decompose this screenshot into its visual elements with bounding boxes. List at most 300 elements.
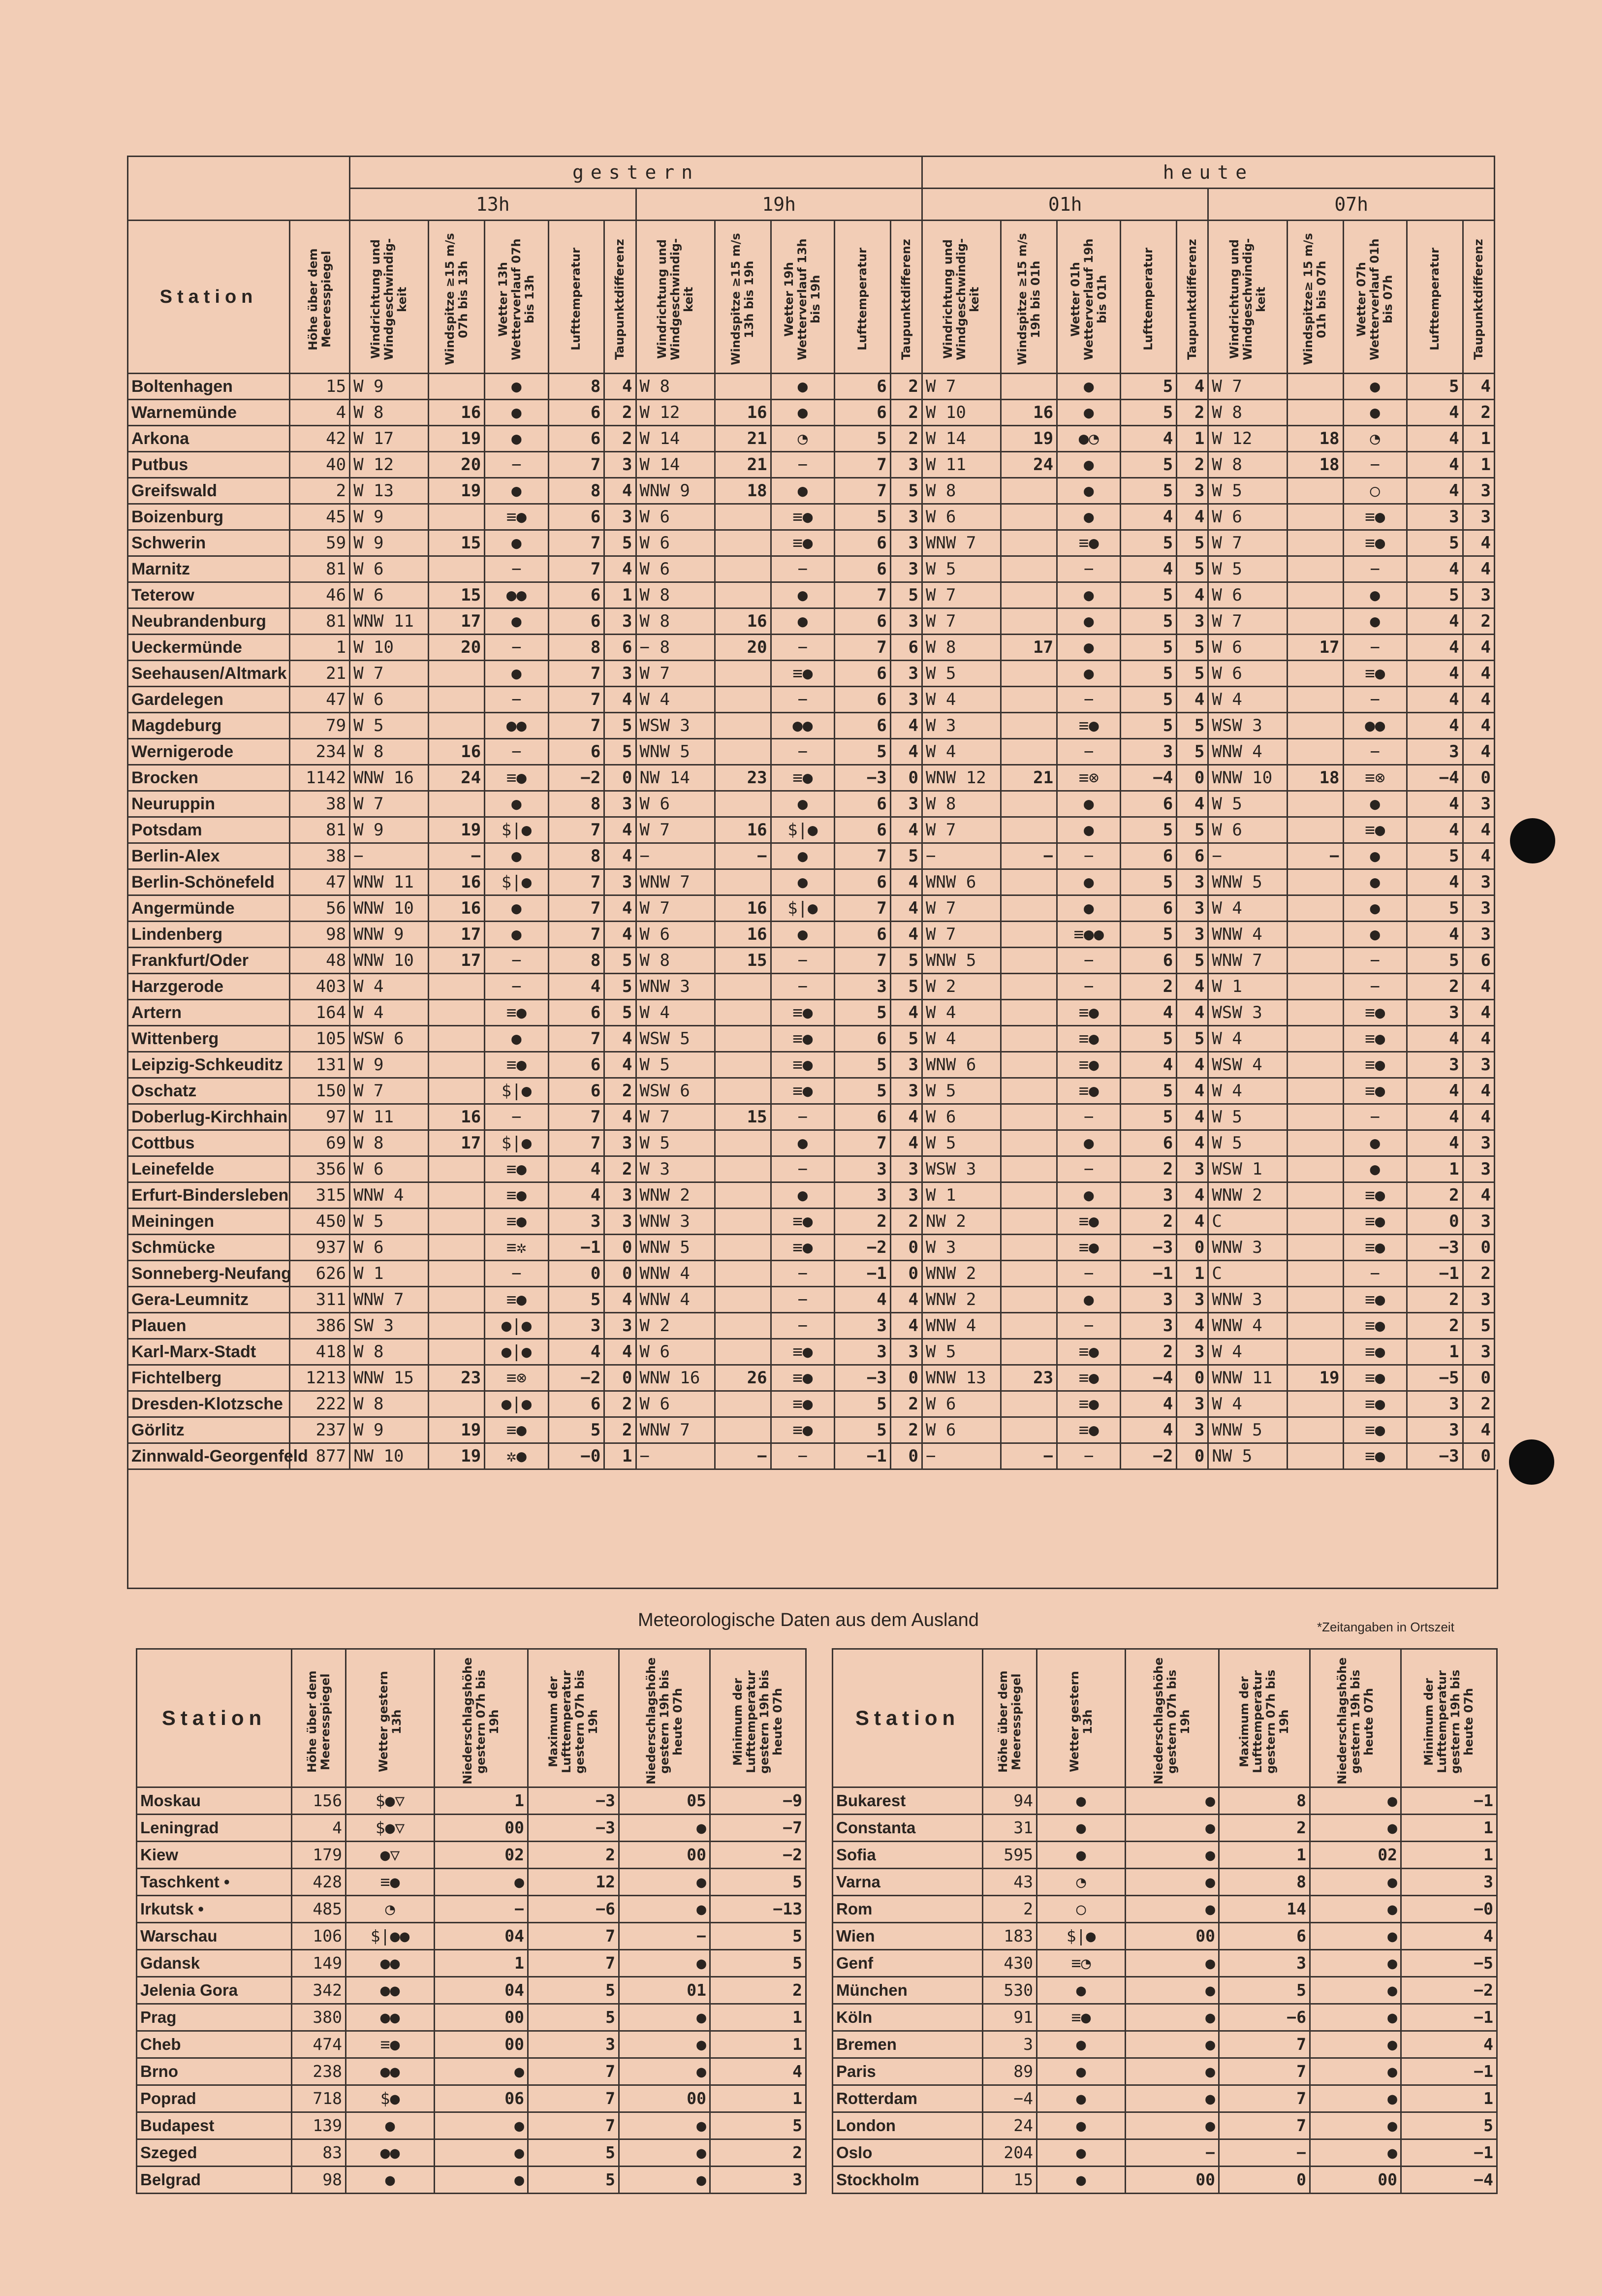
max-temp-cell: 3 xyxy=(528,2031,619,2058)
weather-cell: $|● xyxy=(485,1130,548,1156)
weather-cell: − xyxy=(485,739,548,765)
gust-cell xyxy=(715,974,771,1000)
weather-cell: ≡● xyxy=(485,1182,548,1209)
station-name: Artern xyxy=(128,1000,290,1026)
gust-cell xyxy=(429,974,485,1000)
gust-cell xyxy=(1001,530,1057,556)
min-temp-cell: 5 xyxy=(710,1950,806,1977)
weather-cell: ◔ xyxy=(346,1896,435,1923)
dewpoint-diff-cell: 4 xyxy=(1463,1417,1494,1443)
dewpoint-diff-cell: 3 xyxy=(890,1078,922,1104)
station-height: 91 xyxy=(983,2004,1037,2031)
temperature-cell: 3 xyxy=(1407,739,1463,765)
group-heute: heute xyxy=(922,157,1494,189)
weather-cell: ● xyxy=(1057,661,1121,687)
station-height: 43 xyxy=(983,1869,1037,1896)
dewpoint-diff-cell: 4 xyxy=(1177,1209,1208,1235)
table-row xyxy=(128,843,1495,869)
max-temp-cell: 14 xyxy=(1219,1896,1310,1923)
temperature-cell: 6 xyxy=(834,687,890,713)
dewpoint-diff-cell: 3 xyxy=(604,869,636,895)
precip-cell: − xyxy=(1126,2139,1219,2167)
weather-cell: $● xyxy=(346,2085,435,2112)
temperature-cell: −2 xyxy=(548,765,604,791)
wind-cell: W 5 xyxy=(1208,556,1287,582)
station-height: 386 xyxy=(290,1313,350,1339)
min-temp-cell: −9 xyxy=(710,1787,806,1815)
dewpoint-diff-cell: 4 xyxy=(1177,791,1208,817)
temperature-cell: 5 xyxy=(1121,869,1177,895)
weather-cell: − xyxy=(1057,974,1121,1000)
column-header: Windspitze≥ 15 m/s 01h bis 07h xyxy=(1287,221,1343,374)
dewpoint-diff-cell: 5 xyxy=(1177,948,1208,974)
gust-cell xyxy=(1287,1130,1343,1156)
gust-cell: 17 xyxy=(1001,635,1057,661)
precip-cell: ● xyxy=(435,2058,528,2085)
precip-cell: 1 xyxy=(435,1787,528,1815)
gust-cell: 17 xyxy=(429,608,485,635)
weather-cell: − xyxy=(771,1261,834,1287)
weather-cell: ≡◔ xyxy=(1037,1950,1126,1977)
weather-cell: − xyxy=(771,556,834,582)
gust-cell xyxy=(715,1417,771,1443)
wind-cell: W 1 xyxy=(350,1261,429,1287)
gust-cell: 23 xyxy=(429,1365,485,1391)
temperature-cell: 4 xyxy=(1407,426,1463,452)
gust-cell xyxy=(429,504,485,530)
table-row xyxy=(128,608,1495,635)
station-name: Schwerin xyxy=(128,530,290,556)
table-row xyxy=(833,1869,1497,1896)
station-height: 474 xyxy=(292,2031,346,2058)
wind-cell: WNW 10 xyxy=(350,895,429,922)
weather-cell: − xyxy=(485,948,548,974)
wind-cell: WNW 3 xyxy=(1208,1287,1287,1313)
weather-cell: − xyxy=(1057,1261,1121,1287)
station-height: 98 xyxy=(290,922,350,948)
wind-cell: WNW 5 xyxy=(636,1235,715,1261)
gust-cell: 17 xyxy=(429,922,485,948)
dewpoint-diff-cell: 0 xyxy=(890,1235,922,1261)
gust-cell xyxy=(715,1287,771,1313)
column-header: Wetter gestern 13h xyxy=(1037,1649,1126,1787)
station-name: Karl-Marx-Stadt xyxy=(128,1339,290,1365)
weather-cell: ●● xyxy=(346,2139,435,2167)
weather-cell: ≡● xyxy=(485,1417,548,1443)
temperature-cell: 7 xyxy=(834,843,890,869)
weather-cell: ● xyxy=(1057,1287,1121,1313)
table-row xyxy=(137,1869,806,1896)
station-height: 48 xyxy=(290,948,350,974)
gust-cell xyxy=(1287,478,1343,504)
gust-cell xyxy=(715,1000,771,1026)
temperature-cell: 3 xyxy=(834,1339,890,1365)
weather-cell: − xyxy=(1343,687,1407,713)
dewpoint-diff-cell: 5 xyxy=(604,530,636,556)
gust-cell: 19 xyxy=(429,426,485,452)
gust-cell xyxy=(429,1261,485,1287)
gust-cell xyxy=(1287,530,1343,556)
dewpoint-diff-cell: 0 xyxy=(604,1365,636,1391)
wind-cell: W 7 xyxy=(350,1078,429,1104)
station-name: Constanta xyxy=(833,1815,983,1842)
station-height: 15 xyxy=(983,2167,1037,2194)
gust-cell xyxy=(429,1209,485,1235)
min-temp-cell: 1 xyxy=(1401,1842,1497,1869)
wind-cell: W 11 xyxy=(350,1104,429,1130)
station-name: Plauen xyxy=(128,1313,290,1339)
wind-cell: NW 14 xyxy=(636,765,715,791)
temperature-cell: 7 xyxy=(834,582,890,608)
wind-cell: WNW 7 xyxy=(350,1287,429,1313)
temperature-cell: 3 xyxy=(1121,739,1177,765)
dewpoint-diff-cell: 3 xyxy=(1463,1339,1494,1365)
table-row xyxy=(128,1000,1495,1026)
wind-cell: W 7 xyxy=(1208,374,1287,400)
wind-cell: W 6 xyxy=(636,1391,715,1417)
table-row xyxy=(128,1026,1495,1052)
station-height: 238 xyxy=(292,2058,346,2085)
max-temp-cell: −6 xyxy=(1219,2004,1310,2031)
gust-cell xyxy=(1287,1078,1343,1104)
weather-cell: ● xyxy=(1057,1130,1121,1156)
gust-cell xyxy=(1287,739,1343,765)
temperature-cell: 5 xyxy=(1121,374,1177,400)
dewpoint-diff-cell: 0 xyxy=(1177,1365,1208,1391)
gust-cell xyxy=(715,1130,771,1156)
temperature-cell: 0 xyxy=(548,1261,604,1287)
temperature-cell: 2 xyxy=(1121,974,1177,1000)
temperature-cell: 3 xyxy=(1407,1000,1463,1026)
gust-cell: 16 xyxy=(429,869,485,895)
wind-cell: SW 3 xyxy=(350,1313,429,1339)
min-temp-cell: −7 xyxy=(710,1815,806,1842)
precip-night-cell: 01 xyxy=(619,1977,710,2004)
min-temp-cell: 5 xyxy=(710,2112,806,2139)
dewpoint-diff-cell: 4 xyxy=(1463,817,1494,843)
wind-cell: WNW 2 xyxy=(922,1287,1001,1313)
weather-cell: ● xyxy=(1037,2085,1126,2112)
time-19h: 19h xyxy=(636,189,922,221)
station-name: Rotterdam xyxy=(833,2085,983,2112)
gust-cell xyxy=(1001,582,1057,608)
gust-cell xyxy=(1001,1235,1057,1261)
gust-cell xyxy=(1287,1156,1343,1182)
dewpoint-diff-cell: 4 xyxy=(604,817,636,843)
wind-cell: W 6 xyxy=(1208,504,1287,530)
dewpoint-diff-cell: 4 xyxy=(1177,974,1208,1000)
gust-cell: 26 xyxy=(715,1365,771,1391)
temperature-cell: 1 xyxy=(1407,1156,1463,1182)
temperature-cell: −0 xyxy=(548,1443,604,1469)
temperature-cell: 2 xyxy=(1121,1339,1177,1365)
wind-cell: W 4 xyxy=(350,974,429,1000)
weather-cell: ●● xyxy=(485,713,548,739)
wind-cell: W 6 xyxy=(922,1417,1001,1443)
weather-cell: − xyxy=(1057,948,1121,974)
temperature-cell: 6 xyxy=(834,1104,890,1130)
gust-cell xyxy=(1287,1052,1343,1078)
station-name: Warschau xyxy=(137,1923,292,1950)
dewpoint-diff-cell: 5 xyxy=(1177,713,1208,739)
dewpoint-diff-cell: 5 xyxy=(1177,739,1208,765)
precip-night-cell: 05 xyxy=(619,1787,710,1815)
wind-cell: W 5 xyxy=(636,1130,715,1156)
precip-cell: 04 xyxy=(435,1977,528,2004)
temperature-cell: 4 xyxy=(1407,452,1463,478)
max-temp-cell: 6 xyxy=(1219,1923,1310,1950)
gust-cell xyxy=(1287,582,1343,608)
gust-cell: − xyxy=(1287,843,1343,869)
temperature-cell: 4 xyxy=(1407,817,1463,843)
weather-cell: $|● xyxy=(1037,1923,1126,1950)
column-header: Taupunktdifferenz xyxy=(890,221,922,374)
weather-cell: ≡● xyxy=(1057,1365,1121,1391)
max-temp-cell: −6 xyxy=(528,1896,619,1923)
table-row xyxy=(128,1052,1495,1078)
dewpoint-diff-cell: 4 xyxy=(1463,1000,1494,1026)
gust-cell: 19 xyxy=(1287,1365,1343,1391)
table-row xyxy=(137,1787,806,1815)
gust-cell xyxy=(1287,1000,1343,1026)
station-name: Neubrandenburg xyxy=(128,608,290,635)
dewpoint-diff-cell: 4 xyxy=(890,1287,922,1313)
weather-cell: − xyxy=(485,635,548,661)
station-height: 179 xyxy=(292,1842,346,1869)
dewpoint-diff-cell: 5 xyxy=(1177,661,1208,687)
temperature-cell: 7 xyxy=(548,530,604,556)
wind-cell: W 9 xyxy=(350,530,429,556)
dewpoint-diff-cell: 2 xyxy=(1177,400,1208,426)
station-name: Boltenhagen xyxy=(128,374,290,400)
min-temp-cell: −4 xyxy=(1401,2167,1497,2194)
wind-cell: WNW 4 xyxy=(350,1182,429,1209)
weather-cell: ≡● xyxy=(1343,1391,1407,1417)
station-height: 15 xyxy=(290,374,350,400)
temperature-cell: 6 xyxy=(1121,895,1177,922)
weather-cell: ● xyxy=(771,400,834,426)
temperature-cell: 6 xyxy=(834,922,890,948)
weather-cell: ●● xyxy=(346,1950,435,1977)
max-temp-cell: 8 xyxy=(1219,1869,1310,1896)
dewpoint-diff-cell: 3 xyxy=(1177,869,1208,895)
temperature-cell: 6 xyxy=(834,608,890,635)
station-name: Budapest xyxy=(137,2112,292,2139)
temperature-cell: 3 xyxy=(1407,504,1463,530)
weather-cell: ≡● xyxy=(485,1287,548,1313)
wind-cell: WNW 13 xyxy=(922,1365,1001,1391)
weather-cell: ≡● xyxy=(1343,1365,1407,1391)
wind-cell: W 17 xyxy=(350,426,429,452)
dewpoint-diff-cell: 3 xyxy=(1463,1052,1494,1078)
dewpoint-diff-cell: 0 xyxy=(1463,1443,1494,1469)
dewpoint-diff-cell: 4 xyxy=(1177,1078,1208,1104)
weather-cell: ≡● xyxy=(771,1026,834,1052)
weather-cell: ≡● xyxy=(485,1052,548,1078)
wind-cell: W 4 xyxy=(922,687,1001,713)
station-height: 156 xyxy=(292,1787,346,1815)
weather-cell: ● xyxy=(771,843,834,869)
wind-cell: W 8 xyxy=(922,635,1001,661)
wind-cell: W 5 xyxy=(350,1209,429,1235)
temperature-cell: 4 xyxy=(1121,1417,1177,1443)
gust-cell xyxy=(429,1313,485,1339)
weather-cell: ●● xyxy=(346,2058,435,2085)
min-temp-cell: 2 xyxy=(710,2139,806,2167)
weather-cell: ● xyxy=(1037,2167,1126,2194)
precip-night-cell: ● xyxy=(1310,2058,1401,2085)
temperature-cell: 5 xyxy=(548,1417,604,1443)
weather-cell: ● xyxy=(771,1130,834,1156)
wind-cell: W 6 xyxy=(1208,817,1287,843)
abroad-table-right xyxy=(832,1648,1498,2194)
weather-cell: ● xyxy=(1057,608,1121,635)
wind-cell: WNW 4 xyxy=(636,1261,715,1287)
station-height: 1 xyxy=(290,635,350,661)
wind-cell: W 4 xyxy=(636,1000,715,1026)
gust-cell: 16 xyxy=(715,400,771,426)
temperature-cell: 6 xyxy=(834,661,890,687)
temperature-cell: 5 xyxy=(834,1078,890,1104)
gust-cell: 16 xyxy=(715,608,771,635)
temperature-cell: 5 xyxy=(1407,843,1463,869)
temperature-cell: 5 xyxy=(834,504,890,530)
weather-cell: − xyxy=(1343,556,1407,582)
weather-cell: ● xyxy=(485,374,548,400)
dewpoint-diff-cell: 4 xyxy=(604,1339,636,1365)
gust-cell xyxy=(1001,478,1057,504)
dewpoint-diff-cell: 3 xyxy=(604,504,636,530)
wind-cell: W 2 xyxy=(922,974,1001,1000)
gust-cell: 18 xyxy=(1287,452,1343,478)
station-height: 342 xyxy=(292,1977,346,2004)
wind-cell: W 6 xyxy=(922,1391,1001,1417)
column-header: Niederschlagshöhe gestern 19h bis heute 07h xyxy=(619,1649,710,1787)
temperature-cell: 5 xyxy=(1121,1078,1177,1104)
gust-cell xyxy=(1287,556,1343,582)
station-name: Genf xyxy=(833,1950,983,1977)
gust-cell: 18 xyxy=(715,478,771,504)
dewpoint-diff-cell: 4 xyxy=(890,739,922,765)
wind-cell: WNW 4 xyxy=(1208,1313,1287,1339)
abroad-table-left xyxy=(136,1648,807,2194)
gust-cell: 16 xyxy=(429,1104,485,1130)
dewpoint-diff-cell: 3 xyxy=(890,452,922,478)
gust-cell: − xyxy=(715,843,771,869)
gust-cell xyxy=(715,791,771,817)
weather-cell: ● xyxy=(771,608,834,635)
temperature-cell: 4 xyxy=(548,1182,604,1209)
precip-night-cell: ● xyxy=(1310,2139,1401,2167)
gust-cell: 17 xyxy=(429,948,485,974)
station-name: Wittenberg xyxy=(128,1026,290,1052)
temperature-cell: 6 xyxy=(1121,948,1177,974)
gust-cell xyxy=(1001,869,1057,895)
station-height: 59 xyxy=(290,530,350,556)
weather-cell: ● xyxy=(485,791,548,817)
weather-cell: ● xyxy=(1057,504,1121,530)
temperature-cell: −3 xyxy=(834,765,890,791)
weather-cell: − xyxy=(1343,739,1407,765)
gust-cell: 18 xyxy=(1287,765,1343,791)
gust-cell xyxy=(429,1078,485,1104)
weather-cell: ●● xyxy=(1343,713,1407,739)
dewpoint-diff-cell: 5 xyxy=(1177,530,1208,556)
wind-cell: W 7 xyxy=(922,817,1001,843)
station-name: Moskau xyxy=(137,1787,292,1815)
dewpoint-diff-cell: 3 xyxy=(1463,1209,1494,1235)
temperature-cell: 5 xyxy=(834,1391,890,1417)
gust-cell xyxy=(1001,739,1057,765)
table-row xyxy=(128,922,1495,948)
gust-cell xyxy=(1001,1130,1057,1156)
gust-cell: 16 xyxy=(429,739,485,765)
dewpoint-diff-cell: 3 xyxy=(890,687,922,713)
max-temp-cell: 12 xyxy=(528,1869,619,1896)
column-header: Windspitze ≥15 m/s 13h bis 19h xyxy=(715,221,771,374)
min-temp-cell: 5 xyxy=(1401,2112,1497,2139)
temperature-cell: 2 xyxy=(1407,1287,1463,1313)
gust-cell: 16 xyxy=(429,895,485,922)
gust-cell xyxy=(1287,374,1343,400)
weather-cell: − xyxy=(1057,1313,1121,1339)
temperature-cell: −2 xyxy=(1121,1443,1177,1469)
temperature-cell: 7 xyxy=(548,1104,604,1130)
precip-cell: 02 xyxy=(435,1842,528,1869)
table-row xyxy=(833,1896,1497,1923)
temperature-cell: 8 xyxy=(548,635,604,661)
temperature-cell: 7 xyxy=(548,452,604,478)
gust-cell xyxy=(1001,1078,1057,1104)
column-header: Niederschlagshöhe gestern 07h bis 19h xyxy=(1126,1649,1219,1787)
weather-cell: ● xyxy=(1057,452,1121,478)
gust-cell xyxy=(1287,974,1343,1000)
max-temp-cell: 5 xyxy=(528,2004,619,2031)
column-header: Lufttemperatur xyxy=(1407,221,1463,374)
column-header: Lufttemperatur xyxy=(834,221,890,374)
weather-cell: ≡● xyxy=(1343,1235,1407,1261)
time-13h: 13h xyxy=(350,189,636,221)
wind-cell: WNW 2 xyxy=(1208,1182,1287,1209)
weather-cell: ≡● xyxy=(485,1209,548,1235)
dewpoint-diff-cell: 4 xyxy=(1463,739,1494,765)
min-temp-cell: −5 xyxy=(1401,1950,1497,1977)
wind-cell: WSW 3 xyxy=(636,713,715,739)
dewpoint-diff-cell: 6 xyxy=(604,635,636,661)
temperature-cell: 7 xyxy=(548,556,604,582)
gust-cell xyxy=(1287,1287,1343,1313)
wind-cell: W 8 xyxy=(636,374,715,400)
weather-cell: ○ xyxy=(1343,478,1407,504)
weather-cell: ≡● xyxy=(1057,1391,1121,1417)
wind-cell: W 6 xyxy=(1208,661,1287,687)
station-name: Leinefelde xyxy=(128,1156,290,1182)
station-name: Brocken xyxy=(128,765,290,791)
wind-cell: WSW 3 xyxy=(922,1156,1001,1182)
dewpoint-diff-cell: 0 xyxy=(604,1235,636,1261)
gust-cell xyxy=(1001,1287,1057,1313)
weather-cell: ● xyxy=(1057,400,1121,426)
table-row xyxy=(137,1923,806,1950)
weather-cell: ● xyxy=(1037,1977,1126,2004)
station-name: Bukarest xyxy=(833,1787,983,1815)
max-temp-cell: 5 xyxy=(1219,1977,1310,2004)
weather-cell: − xyxy=(485,974,548,1000)
station-name: Dresden-Klotzsche xyxy=(128,1391,290,1417)
station-name: Cheb xyxy=(137,2031,292,2058)
precip-cell: ● xyxy=(1126,1869,1219,1896)
wind-cell: W 9 xyxy=(350,1052,429,1078)
